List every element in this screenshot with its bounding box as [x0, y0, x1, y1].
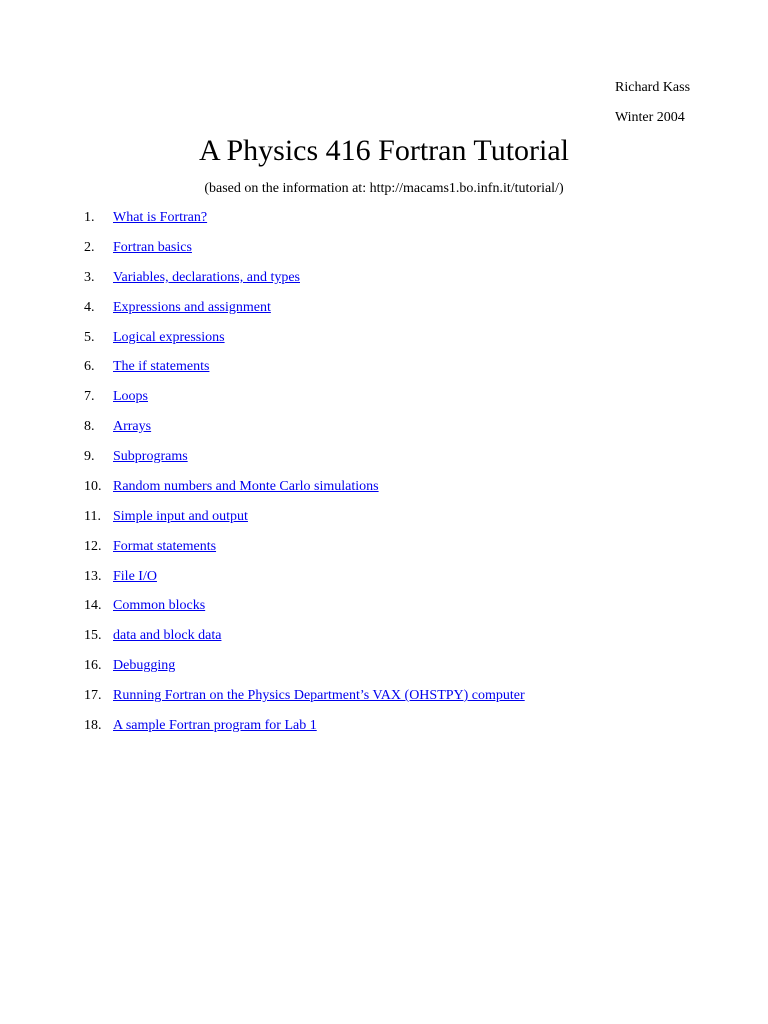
- toc-item-number: 7.: [84, 389, 95, 405]
- toc-item: [84, 567, 525, 597]
- toc-link[interactable]: Variables, declarations, and types: [113, 269, 300, 285]
- toc-link[interactable]: Loops: [113, 389, 148, 405]
- toc-item: [84, 596, 525, 626]
- toc-item: [84, 507, 525, 537]
- toc-item-number: 10.: [84, 478, 102, 494]
- toc-item-number: 6.: [84, 359, 95, 375]
- toc-item-number: 4.: [84, 299, 95, 315]
- toc-link[interactable]: Fortran basics: [113, 239, 192, 255]
- toc-link[interactable]: Logical expressions: [113, 329, 225, 345]
- toc-item: [84, 686, 525, 716]
- toc-item-number: 5.: [84, 329, 95, 345]
- toc-link[interactable]: Format statements: [113, 538, 217, 554]
- toc-item-number: 1.: [84, 210, 95, 225]
- toc-item-number: 12.: [84, 538, 102, 554]
- toc-item: [84, 328, 525, 358]
- toc-link[interactable]: Random numbers and Monte Carlo simulations: [113, 478, 379, 494]
- document-title: A Physics 416 Fortran Tutorial: [198, 134, 570, 167]
- toc-item-number: 11.: [84, 508, 101, 524]
- toc-item-number: 9.: [84, 449, 95, 464]
- toc-item-number: 3.: [84, 269, 95, 285]
- author-block: [615, 73, 690, 133]
- toc-item: [84, 626, 525, 656]
- table-of-contents: [84, 208, 525, 746]
- toc-item: [84, 656, 525, 686]
- toc-item-number: 18.: [84, 717, 102, 733]
- toc-item-number: 14.: [84, 598, 102, 614]
- toc-link[interactable]: What is Fortran?: [113, 210, 208, 225]
- toc-link[interactable]: Expressions and assignment: [113, 299, 271, 315]
- toc-item: [84, 417, 525, 447]
- toc-link[interactable]: Subprograms: [113, 449, 188, 464]
- term-date: Winter 2004: [615, 110, 685, 125]
- toc-item: [84, 477, 525, 507]
- toc-item-number: 16.: [84, 658, 102, 674]
- toc-link[interactable]: The if statements: [113, 359, 210, 375]
- toc-link[interactable]: Simple input and output: [113, 508, 248, 524]
- author-name: Richard Kass: [615, 80, 691, 95]
- toc-link[interactable]: Running Fortran on the Physics Department’s VAX (OHSTPY) computer: [113, 688, 525, 703]
- toc-item: [84, 387, 525, 417]
- toc-link[interactable]: File I/O: [113, 568, 157, 584]
- toc-item-number: 15.: [84, 628, 102, 644]
- toc-link[interactable]: A sample Fortran program for Lab 1: [113, 717, 317, 733]
- toc-item-number: 2.: [84, 239, 95, 255]
- toc-item: [84, 208, 525, 238]
- document-subtitle: (based on the information at: http://macams1.bo.infn.it/tutorial/): [204, 181, 564, 196]
- toc-item: [84, 537, 525, 567]
- toc-item: [84, 447, 525, 477]
- toc-link[interactable]: Debugging: [113, 658, 176, 674]
- toc-item: [84, 357, 525, 387]
- toc-item-number: 13.: [84, 568, 102, 584]
- toc-link[interactable]: data and block data: [113, 628, 222, 644]
- toc-item: [84, 716, 525, 746]
- toc-item: [84, 268, 525, 298]
- toc-item: [84, 298, 525, 328]
- toc-link[interactable]: Common blocks: [113, 598, 206, 614]
- toc-item-number: 17.: [84, 688, 102, 703]
- toc-item: [84, 238, 525, 268]
- toc-item-number: 8.: [84, 419, 95, 435]
- toc-link[interactable]: Arrays: [113, 419, 152, 435]
